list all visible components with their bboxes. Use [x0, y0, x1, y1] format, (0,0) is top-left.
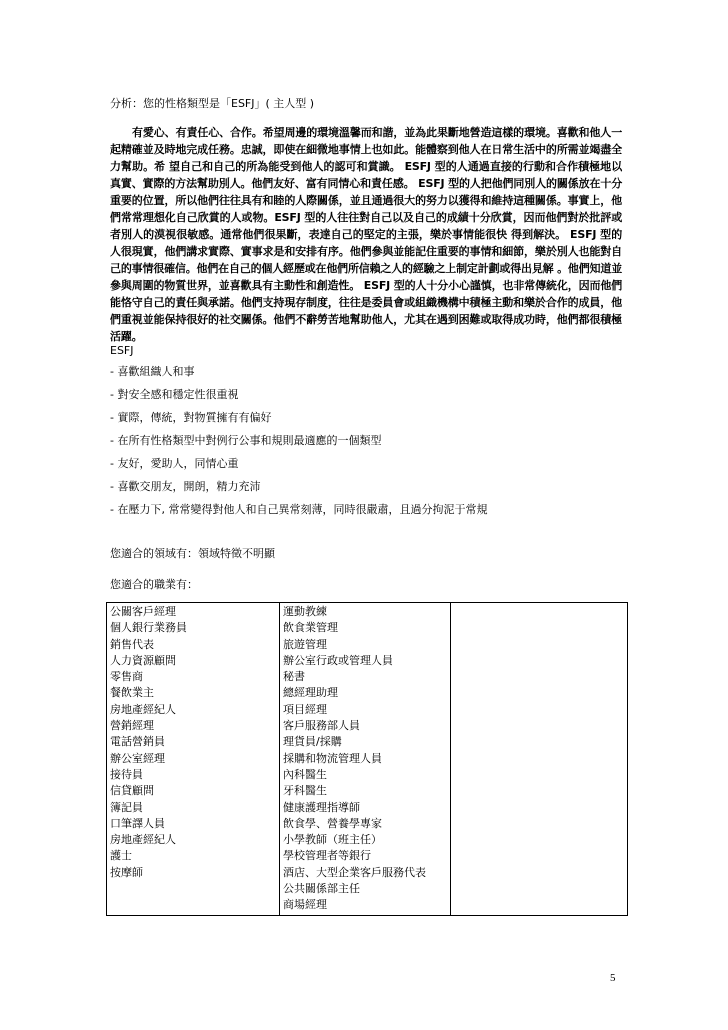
- job-item: 公關客戶經理: [110, 605, 176, 618]
- job-item: 按摩師: [110, 865, 143, 879]
- description-paragraph: 有愛心、有責任心、合作。希望周邊的環境溫馨而和諧，並為此果斷地營造這樣的環境。喜歡和他人一起精確並及時地完成任務。忠誠，即使在細微地事情上也如此。能體察到他人在日常生活中的所需並竭盡全力幫助。希 望自己和自己的所為能受到他人的認可和賞識。 ESFJ 型的人通過直接的行動和合作積極地以真實、實際的方法幫助別人。他們友好、富有同情心和責任感。 ESFJ 型的人把他們同別人的關係放在十分重要的位置，所以他們往往具有和睦的人際關係，並且通過很大的努力以獲得和維持這種關係。事實上，他們常常理想化自己欣賞的人或物。ESFJ 型的人往往對自己以及自己的成績十分欣賞，因而他們對於批評或者別人的漠視很敏感。通常他們很果斷，表達自己的堅定的主張，樂於事情能很快 得到解決。 ESFJ 型的人很現實，他們講求實際、實事求是和安排有序。他們參與並能記住重要的事情和細節，樂於別人也能對自己的事情很確信。他們在自己的個人經歷或在他們所信賴之人的經驗之上制定計劃或得出見解 。他們知道並參與周圍的物質世界，並喜歡具有主動性和創造性。 ESFJ 型的人十分小心謹慎，也非常傳統化，因而他們能恪守自己的責任與承諾。他們支持現存制度，往往是委員會或組織機構中積極主動和樂於合作的成員，他們重視並能保持很好的社交關係。他們不辭勞苦地幫助他人，尤其在遇到困難或取得成功時，他們都很積極活躍。: [110, 126, 622, 343]
- table-row: [107, 603, 628, 916]
- trait-item: - 在所有性格類型中對例行公事和規則最適應的一個類型: [110, 434, 382, 447]
- job-item: 牙科醫生: [283, 784, 327, 798]
- job-item: 小學教師（班主任）: [283, 833, 382, 847]
- job-item: 銷售代表: [110, 637, 154, 651]
- job-item: 內科醫生: [283, 767, 327, 781]
- job-item: 電話營銷員: [110, 735, 165, 749]
- careers-column-2: [280, 603, 451, 916]
- analysis-heading: 分析：您的性格類型是「ESFJ」( 主人型 ): [110, 97, 315, 110]
- careers-column-1: [107, 603, 280, 916]
- job-item: 總經理助理: [283, 686, 338, 700]
- job-item: 辦公室經理: [110, 751, 165, 765]
- job-item: 秘書: [283, 670, 305, 684]
- job-item: 零售商: [110, 670, 143, 684]
- job-item: 接待員: [110, 767, 143, 781]
- type-title: ESFJ: [110, 344, 134, 357]
- job-item: 人力資源顧問: [110, 653, 176, 667]
- job-item: 商場經理: [283, 898, 327, 912]
- trait-item: - 在壓力下, 常常變得對他人和自己異常刻薄，同時很嚴肅，且過分拘泥于常規: [110, 503, 488, 516]
- job-item: 飲食學、營養學專家: [283, 816, 382, 830]
- job-item: 採購和物流管理人員: [283, 751, 382, 765]
- job-item: 旅遊管理: [283, 637, 327, 651]
- job-item: 口筆譯人員: [110, 816, 165, 830]
- careers-column-3: [451, 603, 628, 916]
- trait-item: - 喜歡交朋友，開朗，精力充沛: [110, 480, 261, 493]
- job-item: 項目經理: [283, 702, 327, 716]
- job-item: 營銷經理: [110, 719, 154, 733]
- trait-item: - 喜歡組織人和事: [110, 365, 195, 378]
- job-item: 個人銀行業務員: [110, 621, 187, 635]
- trait-item: - 友好，愛助人，同情心重: [110, 457, 239, 470]
- trait-item: - 對安全感和穩定性很重視: [110, 388, 239, 401]
- trait-item: - 實際，傳統，對物質擁有有偏好: [110, 411, 272, 424]
- page-number: 5: [610, 972, 616, 984]
- job-item: 信貸顧問: [110, 784, 154, 798]
- job-item: 酒店、大型企業客戶服務代表: [283, 865, 426, 879]
- job-item: 理貨員/採購: [283, 735, 342, 749]
- job-item: 房地產經紀人: [110, 833, 176, 847]
- job-item: 學校管理者等銀行: [283, 849, 371, 863]
- job-item: 房地產經紀人: [110, 702, 176, 716]
- job-item: 護士: [110, 849, 132, 863]
- job-item: 飲食業管理: [283, 621, 338, 635]
- job-item: 簿記員: [110, 800, 143, 814]
- job-item: 健康護理指導師: [283, 800, 360, 814]
- traits-list: [110, 360, 487, 521]
- job-item: 客戶服務部人員: [283, 719, 360, 733]
- suitable-fields: 您適合的領域有：領域特徵不明顯: [110, 547, 275, 560]
- careers-table: [106, 602, 628, 916]
- job-item: 運動教練: [283, 605, 327, 618]
- job-item: 辦公室行政或管理人員: [283, 653, 393, 667]
- job-item: 餐飲業主: [110, 686, 154, 700]
- suitable-careers-label: 您適合的職業有：: [110, 578, 198, 591]
- job-item: 公共關係部主任: [283, 882, 360, 896]
